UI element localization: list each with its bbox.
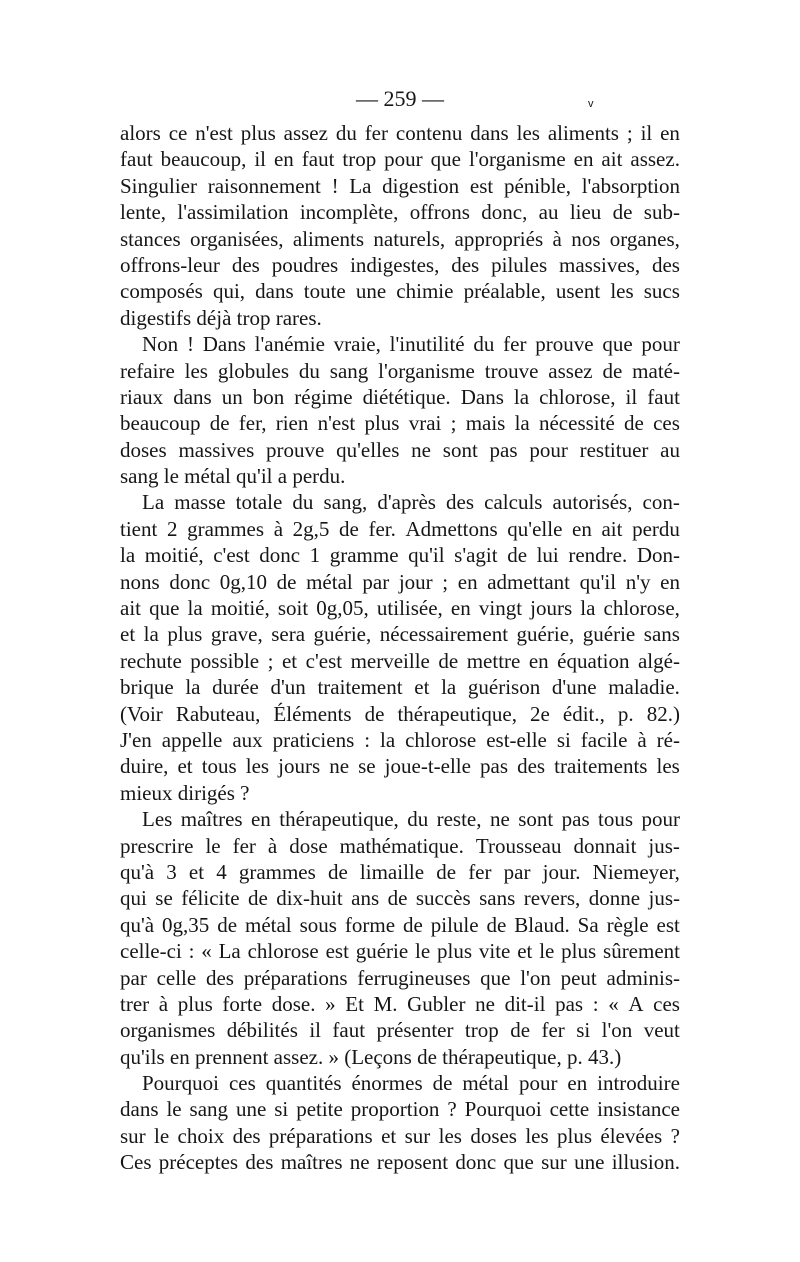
text-line: Pourquoi ces quantités énormes de métal pour en introduire bbox=[142, 1071, 680, 1096]
text-line: mieux dirigés ? bbox=[120, 780, 250, 805]
text-line: par celle des préparations ferrugineuses que l'on peut adminis- bbox=[120, 965, 680, 990]
text-line: prescrire le fer à dose mathématique. Trousseau donnait jus- bbox=[120, 833, 680, 858]
text-line: La masse totale du sang, d'après des calculs autorisés, con- bbox=[142, 490, 680, 515]
text-line: et la plus grave, sera guérie, nécessairement guérie, guérie sans bbox=[120, 622, 680, 647]
text-line: offrons-leur des poudres indigestes, des pilules massives, des bbox=[120, 252, 680, 277]
text-line: Non ! Dans l'anémie vraie, l'inutilité du fer prouve que pour bbox=[142, 332, 680, 357]
body-text bbox=[120, 120, 680, 1176]
text-line: beaucoup de fer, rien n'est plus vrai ; mais la nécessité de ces bbox=[120, 411, 680, 436]
text-line: qu'à 0g,35 de métal sous forme de pilule de Blaud. Sa règle est bbox=[120, 912, 680, 937]
text-line: tient 2 grammes à 2g,5 de fer. Admettons qu'elle en ait perdu bbox=[120, 516, 680, 541]
text-line: nons donc 0g,10 de métal par jour ; en admettant qu'il n'y en bbox=[120, 569, 680, 594]
text-line: trer à plus forte dose. » Et M. Gubler ne dit-il pas : « A ces bbox=[120, 991, 680, 1016]
text-line: celle-ci : « La chlorose est guérie le plus vite et le plus sûrement bbox=[120, 939, 680, 964]
text-line: ait que la moitié, soit 0g,05, utilisée, en vingt jours la chlorose, bbox=[120, 596, 680, 621]
text-line: sang le métal qu'il a perdu. bbox=[120, 464, 346, 489]
text-line: Ces préceptes des maîtres ne reposent donc que sur une illusion. bbox=[120, 1150, 680, 1175]
text-line: qui se félicite de dix-huit ans de succès sans revers, donne jus- bbox=[120, 886, 680, 911]
text-line: composés qui, dans toute une chimie préalable, usent les sucs bbox=[120, 279, 680, 304]
text-line: alors ce n'est plus assez du fer contenu dans les aliments ; il en bbox=[120, 121, 680, 145]
text-line: Singulier raisonnement ! La digestion est pénible, l'absorption bbox=[120, 173, 680, 198]
text-line: (Voir Rabuteau, Éléments de thérapeutique, 2e édit., p. 82.) bbox=[120, 701, 680, 726]
text-line: duire, et tous les jours ne se joue-t-elle pas des traitements les bbox=[120, 754, 680, 779]
text-line: faut beaucoup, il en faut trop pour que l'organisme en ait assez. bbox=[120, 147, 680, 172]
text-line: digestifs déjà trop rares. bbox=[120, 305, 322, 330]
text-line: qu'à 3 et 4 grammes de limaille de fer par jour. Niemeyer, bbox=[120, 859, 680, 884]
text-line: sur le choix des préparations et sur les doses les plus élevées ? bbox=[120, 1123, 680, 1148]
text-line: Les maîtres en thérapeutique, du reste, ne sont pas tous pour bbox=[142, 807, 680, 832]
text-line: dans le sang une si petite proportion ? Pourquoi cette insistance bbox=[120, 1097, 680, 1122]
text-line: stances organisées, aliments naturels, appropriés à nos organes, bbox=[120, 226, 680, 251]
page-number: — 259 — bbox=[356, 86, 444, 111]
text-line: doses massives prouve qu'elles ne sont pas pour restituer au bbox=[120, 437, 680, 462]
text-line: la moitié, c'est donc 1 gramme qu'il s'agit de lui rendre. Don- bbox=[120, 543, 680, 568]
text-line: organismes débilités il faut présenter trop de fer si l'on veut bbox=[120, 1018, 680, 1043]
margin-mark: v bbox=[588, 98, 594, 110]
text-line: lente, l'assimilation incomplète, offrons donc, au lieu de sub- bbox=[120, 200, 680, 225]
text-line: refaire les globules du sang l'organisme trouve assez de maté- bbox=[120, 358, 680, 383]
text-line: rechute possible ; et c'est merveille de mettre en équation algé- bbox=[120, 648, 680, 673]
text-line: riaux dans un bon régime diététique. Dans la chlorose, il faut bbox=[120, 384, 680, 409]
text-line: brique la durée d'un traitement et la guérison d'une maladie. bbox=[120, 675, 680, 700]
text-line: qu'ils en prennent assez. » (Leçons de thérapeutique, p. 43.) bbox=[120, 1044, 622, 1069]
text-line: J'en appelle aux praticiens : la chlorose est-elle si facile à ré- bbox=[120, 727, 680, 752]
